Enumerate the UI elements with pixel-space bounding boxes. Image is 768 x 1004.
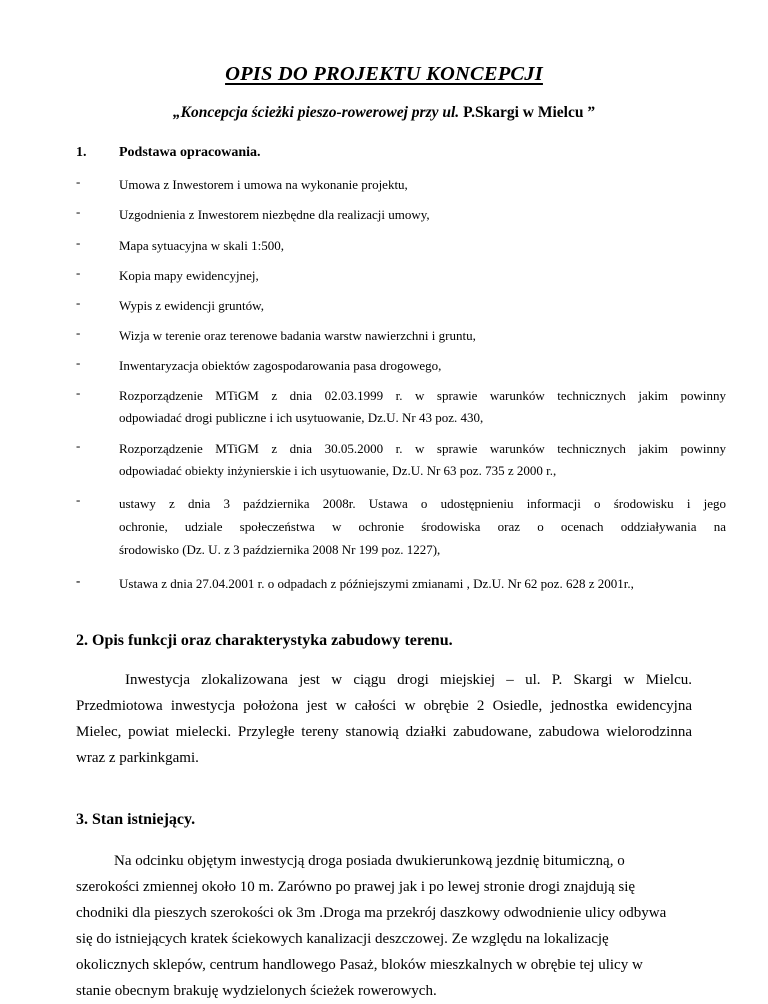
list-item-text — [119, 174, 726, 196]
list-item-line: ustawy z dnia 3 października 2008r. Ustawa o udostępnieniu informacji o środowisku i jego — [119, 496, 726, 511]
bullet-dash: - — [76, 174, 81, 189]
list-item-line: odpowiadać obiekty inżynierskie i ich usytuowanie, Dz.U. Nr 63 poz. 735 z 2000 r., — [119, 463, 557, 478]
section-1-number: 1. — [76, 145, 87, 160]
list-item-text — [119, 235, 726, 257]
list-item-text — [119, 385, 726, 429]
paragraph-line: się do istniejących kratek ściekowych kanalizacji deszczowej. Ze względu na lokalizację — [76, 931, 609, 947]
paragraph-line: chodniki dla pieszych szerokości ok 3m .Droga ma przekrój daszkowy odwodnienie ulicy odbywa — [76, 905, 667, 921]
paragraph-line: Na odcinku objętym inwestycją droga posiada dwukierunkową jezdnię bitumiczną, o — [114, 853, 625, 869]
paragraph-line: Mielec, powiat mielecki. Przyległe tereny stanowią działki zabudowane, zabudowa wielorodzinna — [76, 724, 692, 740]
bullet-dash: - — [76, 385, 81, 400]
list-item-line: Kopia mapy ewidencyjnej, — [119, 268, 259, 283]
bullet-dash: - — [76, 204, 81, 219]
list-item-line: ochronie, udziale społeczeństwa w ochronie środowiska oraz o ocenach oddziaływania na — [119, 519, 726, 534]
subtitle-normal-part: P.Skargi w Mielcu ” — [463, 104, 596, 121]
section-2-paragraph — [76, 667, 692, 771]
paragraph-line: wraz z parkinkgami. — [76, 750, 199, 766]
list-item-line: Wizja w terenie oraz terenowe badania warstw nawierzchni i gruntu, — [119, 328, 476, 343]
bullet-dash: - — [76, 235, 81, 250]
paragraph-line: Przedmiotowa inwestycja położona jest w całości w obrębie 2 Osiedle, jednostka ewidencyjna — [76, 698, 692, 714]
bullet-dash: - — [76, 438, 81, 453]
list-item-text — [119, 573, 726, 595]
document-subtitle — [0, 104, 768, 122]
bullet-dash: - — [76, 325, 81, 340]
list-item-line: Rozporządzenie MTiGM z dnia 02.03.1999 r. w sprawie warunków technicznych jakim powinny — [119, 388, 726, 403]
bullet-dash: - — [76, 492, 81, 507]
bullet-dash: - — [76, 355, 81, 370]
list-item-line: Inwentaryzacja obiektów zagospodarowania pasa drogowego, — [119, 358, 442, 373]
list-item-text — [119, 438, 726, 482]
subtitle-italic-part: „Koncepcja ścieżki pieszo-rowerowej przy ul. — [172, 104, 464, 121]
list-item-text — [119, 295, 726, 317]
list-item-line: Wypis z ewidencji gruntów, — [119, 298, 264, 313]
section-3-heading: 3. Stan istniejący. — [76, 811, 196, 828]
list-item-line: Umowa z Inwestorem i umowa na wykonanie projektu, — [119, 177, 408, 192]
paragraph-line: okolicznych sklepów, centrum handlowego Pasaż, bloków mieszkalnych w obrębie tej ulicy w — [76, 957, 643, 973]
section-2-heading: 2. Opis funkcji oraz charakterystyka zabudowy terenu. — [76, 632, 453, 649]
list-item-line: Ustawa z dnia 27.04.2001 r. o odpadach z późniejszymi zmianami , Dz.U. Nr 62 poz. 628 z 2001r., — [119, 576, 634, 591]
list-item-line: Mapa sytuacyjna w skali 1:500, — [119, 238, 284, 253]
list-item-text — [119, 325, 726, 347]
section-1-title: Podstawa opracowania. — [119, 145, 261, 160]
list-item-text — [119, 492, 726, 561]
bullet-dash: - — [76, 573, 81, 588]
document-title: OPIS DO PROJEKTU KONCEPCJI — [225, 63, 543, 85]
bullet-dash: - — [76, 295, 81, 310]
paragraph-line: Inwestycja zlokalizowana jest w ciągu drogi miejskiej – ul. P. Skargi w Mielcu. — [125, 672, 692, 688]
list-item-text — [119, 355, 726, 377]
list-item-line: środowisko (Dz. U. z 3 października 2008 Nr 199 poz. 1227), — [119, 542, 441, 557]
bullet-dash: - — [76, 265, 81, 280]
section-3-paragraph — [76, 848, 692, 1004]
list-item-line: Rozporządzenie MTiGM z dnia 30.05.2000 r. w sprawie warunków technicznych jakim powinny — [119, 441, 726, 456]
paragraph-line: szerokości zmiennej około 10 m. Zarówno po prawej jak i po lewej stronie drogi znajdują się — [76, 879, 636, 895]
list-item-line: odpowiadać drogi publiczne i ich usytuowanie, Dz.U. Nr 43 poz. 430, — [119, 410, 484, 425]
list-item-text — [119, 204, 726, 226]
list-item-line: Uzgodnienia z Inwestorem niezbędne dla realizacji umowy, — [119, 207, 430, 222]
paragraph-line: stanie obecnym brakuję wydzielonych ścieżek rowerowych. — [76, 983, 437, 999]
list-item-text — [119, 265, 726, 287]
